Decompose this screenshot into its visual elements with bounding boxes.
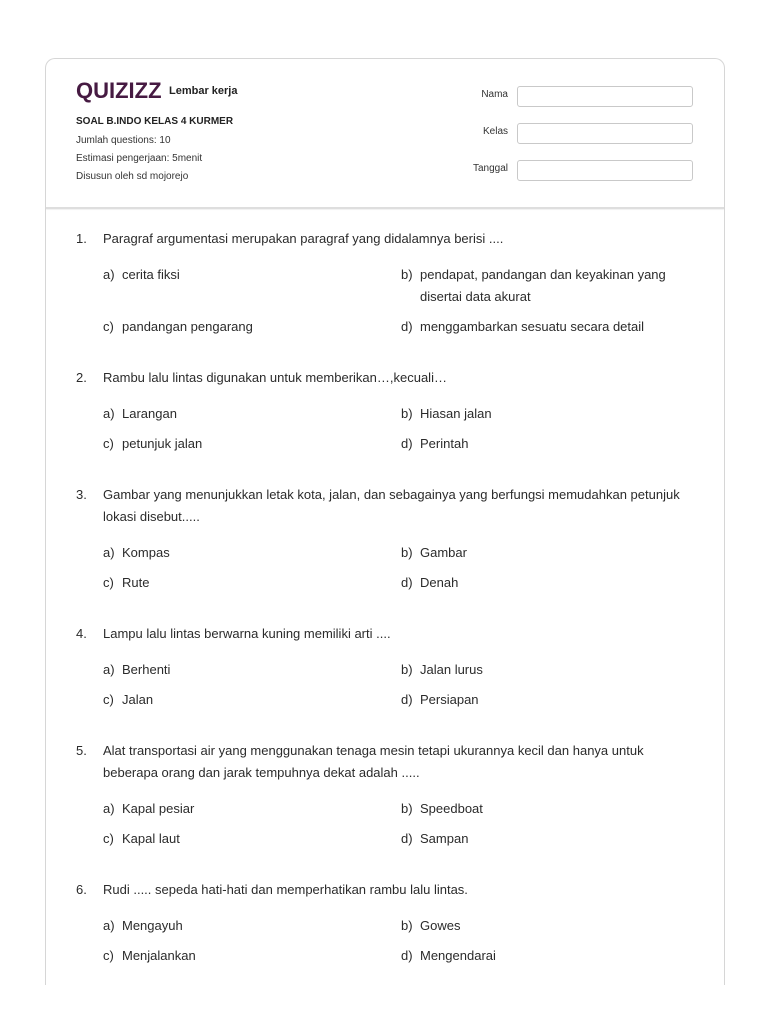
name-label: Nama: [481, 89, 508, 100]
option-text: Rute: [122, 575, 150, 590]
question-text: Rambu lalu lintas digunakan untuk memberikan…,kecuali…: [103, 370, 447, 385]
option-b: [401, 403, 693, 425]
option-text: Jalan: [122, 692, 154, 707]
option-c: [103, 689, 401, 711]
option-list: [103, 403, 693, 455]
option-d: [401, 572, 693, 594]
option-letter: b): [401, 801, 413, 816]
option-text: Kompas: [122, 545, 170, 560]
author: Disusun oleh sd mojorejo: [76, 171, 189, 182]
option-b: [401, 659, 693, 681]
option-letter: b): [401, 545, 413, 560]
option-letter: c): [103, 692, 114, 707]
question-line: [76, 740, 693, 784]
option-text: Sampan: [420, 831, 469, 846]
option-letter: c): [103, 575, 114, 590]
option-c: [103, 828, 401, 850]
option-a: [103, 264, 401, 308]
question-text: Alat transportasi air yang menggunakan tenaga mesin tetapi ukurannya kecil dan hanya untuk beberapa orang dan jarak tempuhnya dekat adalah .....: [103, 743, 644, 780]
option-list: [103, 542, 693, 594]
worksheet-title: SOAL B.INDO KELAS 4 KURMER: [76, 116, 234, 127]
question-number: 4.: [76, 626, 87, 641]
option-b: [401, 542, 693, 564]
question-2: [76, 367, 693, 455]
option-letter: b): [401, 406, 413, 421]
question-text: Lampu lalu lintas berwarna kuning memiliki arti ....: [103, 626, 391, 641]
option-d: [401, 689, 693, 711]
question-5: [76, 740, 693, 850]
option-text: Kapal laut: [122, 831, 180, 846]
option-list: [103, 915, 693, 967]
class-field[interactable]: [517, 123, 693, 144]
option-c: [103, 945, 401, 967]
question-number: 5.: [76, 743, 87, 758]
question-line: [76, 228, 693, 250]
question-line: [76, 484, 693, 528]
option-text: Hiasan jalan: [420, 406, 492, 421]
name-field[interactable]: [517, 86, 693, 107]
option-letter: a): [103, 267, 115, 282]
option-letter: d): [401, 692, 413, 707]
question-text: Rudi ..... sepeda hati-hati dan memperhatikan rambu lalu lintas.: [103, 882, 468, 897]
option-text: Jalan lurus: [420, 662, 483, 677]
option-a: [103, 403, 401, 425]
option-letter: b): [401, 267, 413, 282]
option-text: Gowes: [420, 918, 461, 933]
option-text: cerita fiksi: [122, 267, 180, 282]
option-text: Mengayuh: [122, 918, 183, 933]
date-label: Tanggal: [472, 163, 508, 174]
question-text: Gambar yang menunjukkan letak kota, jalan, dan sebagainya yang berfungsi memudahkan petunjuk lokasi disebut.....: [103, 487, 680, 524]
option-letter: c): [103, 831, 114, 846]
option-letter: b): [401, 662, 413, 677]
question-line: [76, 367, 693, 389]
option-list: [103, 659, 693, 711]
option-c: [103, 572, 401, 594]
option-letter: a): [103, 545, 115, 560]
option-letter: a): [103, 918, 115, 933]
question-number: 3.: [76, 487, 87, 502]
question-line: [76, 879, 693, 901]
class-label: Kelas: [482, 126, 508, 137]
option-letter: c): [103, 948, 114, 963]
option-a: [103, 542, 401, 564]
option-letter: b): [401, 918, 413, 933]
question-line: [76, 623, 693, 645]
option-b: [401, 264, 693, 308]
option-text: Persiapan: [420, 692, 479, 707]
question-number: 1.: [76, 231, 87, 246]
option-letter: d): [401, 831, 413, 846]
option-text: Kapal pesiar: [122, 801, 195, 816]
option-text: pendapat, pandangan dan keyakinan yang disertai data akurat: [420, 267, 666, 304]
option-letter: a): [103, 406, 115, 421]
option-text: Gambar: [420, 545, 467, 560]
option-text: Berhenti: [122, 662, 171, 677]
option-c: [103, 316, 401, 338]
option-letter: a): [103, 801, 115, 816]
worksheet-label: Lembar kerja: [169, 85, 238, 97]
option-c: [103, 433, 401, 455]
option-text: petunjuk jalan: [122, 436, 203, 451]
question-text: Paragraf argumentasi merupakan paragraf yang didalamnya berisi ....: [103, 231, 504, 246]
quizizz-logo: QUIZIZZ: [76, 78, 162, 103]
option-text: menggambarkan sesuatu secara detail: [420, 319, 645, 334]
question-number: 6.: [76, 882, 87, 897]
option-text: Perintah: [420, 436, 469, 451]
question-6: [76, 879, 693, 967]
option-b: [401, 915, 693, 937]
estimated-time: Estimasi pengerjaan: 5menit: [76, 153, 203, 164]
option-letter: d): [401, 319, 413, 334]
question-3: [76, 484, 693, 594]
option-text: Menjalankan: [122, 948, 196, 963]
option-text: pandangan pengarang: [122, 319, 253, 334]
option-a: [103, 798, 401, 820]
option-text: Larangan: [122, 406, 177, 421]
option-list: [103, 798, 693, 850]
option-letter: d): [401, 948, 413, 963]
question-4: [76, 623, 693, 711]
option-d: [401, 433, 693, 455]
header-divider: [46, 207, 724, 209]
option-text: Speedboat: [420, 801, 483, 816]
option-text: Mengendarai: [420, 948, 496, 963]
option-a: [103, 915, 401, 937]
question-count: Jumlah questions: 10: [76, 135, 171, 146]
option-letter: a): [103, 662, 115, 677]
option-a: [103, 659, 401, 681]
question-1: [76, 228, 693, 338]
option-d: [401, 945, 693, 967]
option-d: [401, 828, 693, 850]
option-letter: d): [401, 575, 413, 590]
question-list: [76, 228, 693, 996]
question-number: 2.: [76, 370, 87, 385]
option-letter: c): [103, 436, 114, 451]
worksheet-meta: [76, 132, 202, 186]
option-d: [401, 316, 693, 338]
date-field[interactable]: [517, 160, 693, 181]
option-b: [401, 798, 693, 820]
option-text: Denah: [420, 575, 459, 590]
option-letter: c): [103, 319, 114, 334]
option-letter: d): [401, 436, 413, 451]
option-list: [103, 264, 693, 338]
